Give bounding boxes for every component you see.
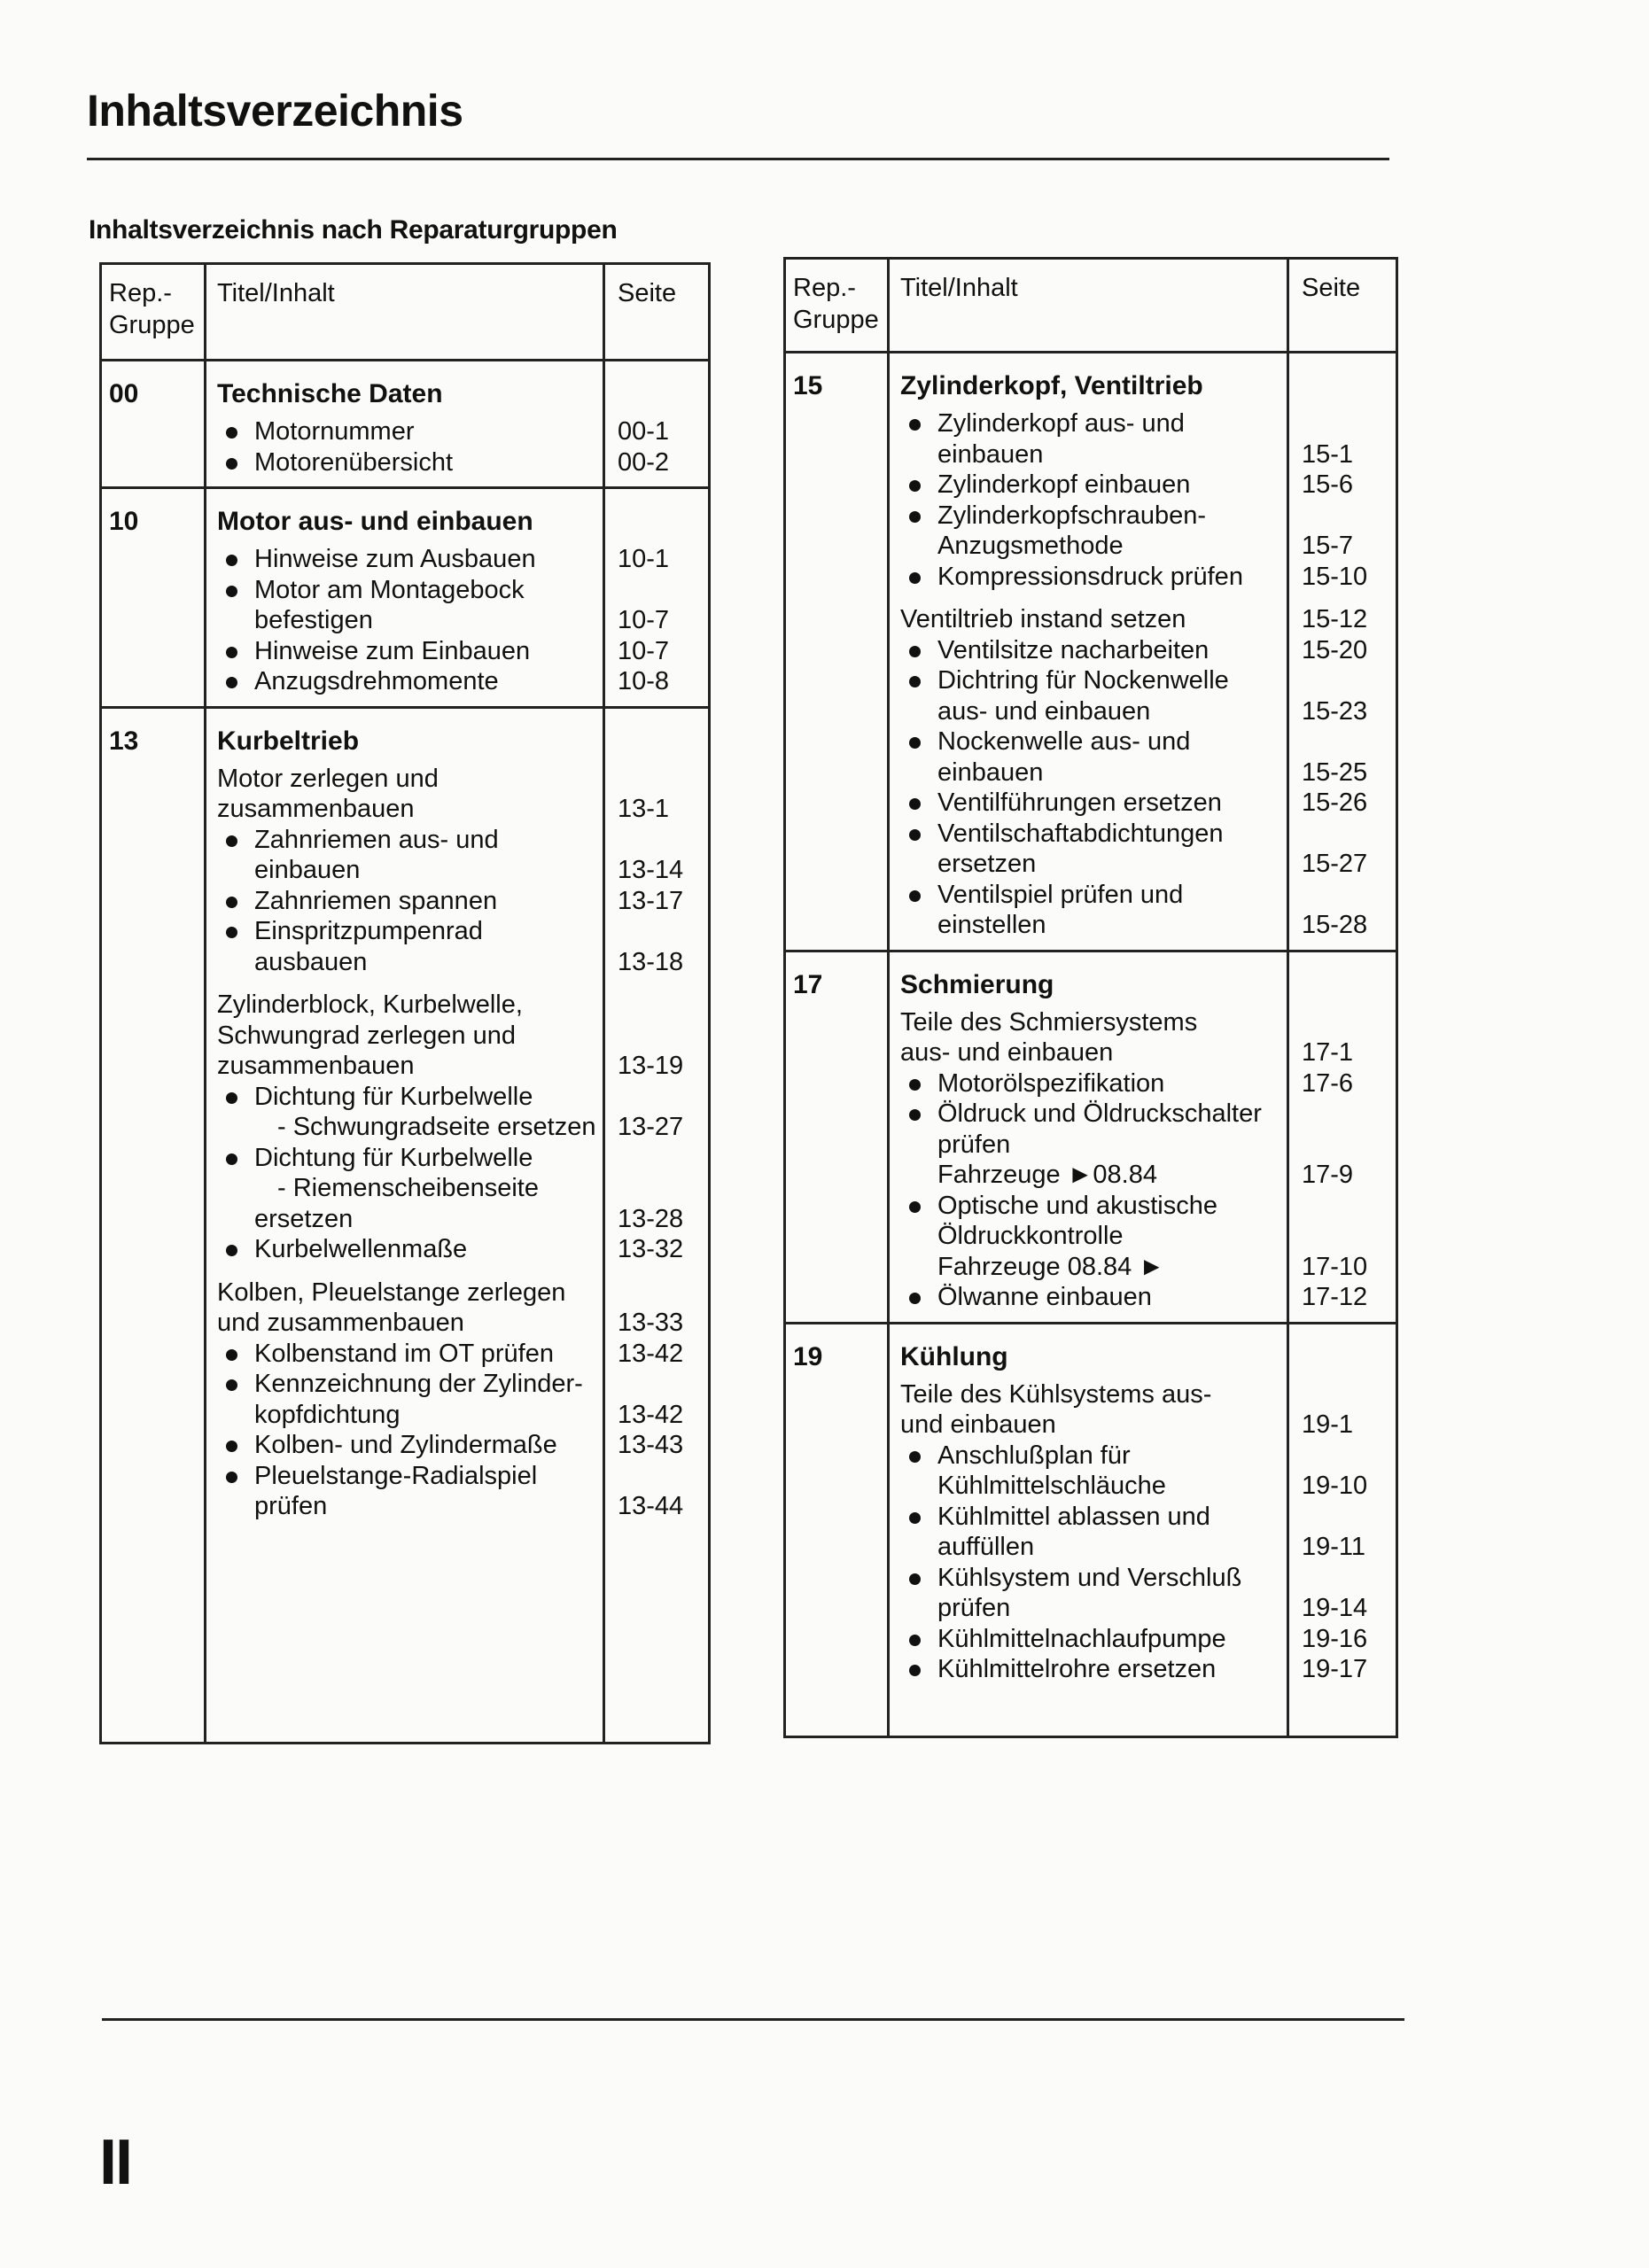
entry-page: 13-42	[618, 1339, 684, 1368]
entry-page: 10-7	[618, 606, 670, 634]
entry-text: Teile des Kühlsystems aus-	[900, 1379, 1212, 1409]
list-item	[217, 990, 603, 1021]
list-item	[900, 1410, 1287, 1441]
entry-text: Ventilschaftabdichtungen	[937, 819, 1224, 848]
header-page: Seite	[1302, 274, 1361, 302]
entry-page	[1302, 665, 1396, 696]
entry-text: Schwungrad zerlegen und	[217, 1021, 516, 1050]
list-item	[900, 501, 1287, 532]
entry-page	[1302, 1563, 1396, 1594]
list-item	[900, 1441, 1287, 1472]
entry-text: Ventiltrieb instand setzen	[900, 605, 1186, 633]
list-item	[900, 880, 1287, 911]
entry-page: 19-11	[1302, 1533, 1366, 1561]
entry-page	[618, 1082, 708, 1113]
entry-page: 13-1	[618, 795, 670, 823]
entry-text: Anzugsmethode	[937, 532, 1124, 560]
toc-section	[786, 353, 1396, 952]
entry-page: 17-1	[1302, 1038, 1354, 1067]
list-item	[217, 1051, 603, 1082]
entry-text: Zahnriemen aus- und	[254, 825, 499, 854]
list-item	[900, 1252, 1287, 1283]
page-spacer	[1302, 353, 1396, 408]
section-title: Technische Daten	[217, 379, 443, 408]
entry-text: Teile des Schmiersystems	[900, 1007, 1198, 1037]
section-content	[890, 353, 1289, 950]
list-item	[217, 1143, 603, 1174]
list-item	[900, 562, 1287, 593]
entry-text: prüfen	[254, 1492, 328, 1520]
list-item	[217, 916, 603, 947]
entry-page: 13-19	[618, 1052, 684, 1080]
entry-text: Kolben- und Zylindermaße	[254, 1431, 557, 1459]
section-title: Kurbeltrieb	[217, 726, 360, 756]
entry-page	[618, 1143, 708, 1174]
list-item	[900, 1160, 1287, 1191]
list-item	[217, 1082, 603, 1113]
entry-page: 15-26	[1302, 788, 1368, 817]
title-divider	[87, 158, 1389, 160]
entry-page: 15-10	[1302, 562, 1368, 591]
list-item	[900, 1221, 1287, 1252]
toc-section	[102, 361, 708, 489]
entry-page	[618, 1021, 708, 1052]
section-pages	[1289, 952, 1396, 1322]
entry-text: Kolben, Pleuelstange zerlegen	[217, 1278, 566, 1307]
list-item	[217, 1369, 603, 1400]
page-spacer	[1302, 952, 1396, 1007]
list-item	[900, 1379, 1287, 1410]
entry-page: 15-25	[1302, 757, 1368, 787]
entry-page: 17-10	[1302, 1252, 1368, 1281]
line-gap	[1302, 592, 1396, 604]
entry-page	[1302, 1099, 1396, 1130]
page-title: Inhaltsverzeichnis	[87, 86, 463, 136]
section-pages	[605, 709, 708, 1743]
entry-text: Kühlmittelrohre ersetzen	[937, 1655, 1217, 1683]
toc-table-left	[99, 262, 711, 1744]
line-gap	[618, 977, 708, 990]
list-item	[217, 1021, 603, 1052]
group-number: 19	[786, 1324, 890, 1736]
list-item	[217, 764, 603, 795]
entry-text: aus- und einbauen	[937, 696, 1151, 726]
line-gap	[900, 592, 1287, 604]
section-title: Kühlung	[900, 1341, 1008, 1371]
entry-page: 13-27	[618, 1113, 684, 1141]
header-group: Rep.- Gruppe	[786, 260, 890, 351]
page-spacer	[1302, 1324, 1396, 1379]
entry-page: 15-7	[1302, 532, 1354, 560]
entry-page: 13-42	[618, 1400, 684, 1429]
list-item	[217, 1112, 603, 1143]
entry-text: Motor zerlegen und	[217, 764, 439, 793]
entry-text: Kühlsystem und Verschluß	[937, 1563, 1242, 1592]
entry-text: Ventilspiel prüfen und	[937, 880, 1184, 909]
entry-text: und einbauen	[900, 1410, 1056, 1439]
entry-page	[618, 825, 708, 856]
entry-text: Anzugsdrehmomente	[254, 667, 499, 695]
list-item	[900, 1191, 1287, 1222]
list-item	[217, 1461, 603, 1492]
entry-page: 17-9	[1302, 1161, 1354, 1189]
entry-text: einbauen	[937, 757, 1044, 787]
entry-text: Kennzeichnung der Zylinder-	[254, 1370, 583, 1398]
entry-text: Kolbenstand im OT prüfen	[254, 1339, 554, 1368]
entry-page: 13-17	[618, 886, 684, 915]
group-number: 13	[102, 709, 206, 1743]
group-number: 17	[786, 952, 890, 1322]
entry-text: Motor am Montagebock	[254, 575, 525, 604]
entry-page	[1302, 819, 1396, 850]
page-spacer	[618, 709, 708, 764]
toc-section	[786, 952, 1396, 1324]
list-item	[900, 531, 1287, 562]
list-item	[217, 1204, 603, 1235]
entry-page: 10-1	[618, 545, 670, 573]
toc-section	[102, 709, 708, 1743]
entry-page	[618, 990, 708, 1021]
entry-page	[1302, 1502, 1396, 1533]
entry-text: Ventilsitze nacharbeiten	[937, 635, 1210, 664]
list-item	[900, 1471, 1287, 1502]
entry-page: 15-6	[1302, 470, 1354, 499]
list-item	[217, 1173, 603, 1204]
entry-page	[1302, 1191, 1396, 1222]
list-item	[900, 849, 1287, 880]
list-item	[900, 1037, 1287, 1068]
entry-page: 19-17	[1302, 1655, 1368, 1683]
entry-text: einstellen	[937, 911, 1046, 939]
entry-page: 15-20	[1302, 635, 1368, 664]
table-header	[102, 265, 708, 361]
group-number: 15	[786, 353, 890, 950]
entry-text: Zylinderblock, Kurbelwelle,	[217, 990, 523, 1019]
entry-text: prüfen	[937, 1594, 1011, 1622]
header-group: Rep.- Gruppe	[102, 265, 206, 359]
entry-text: Kompressionsdruck prüfen	[937, 562, 1243, 591]
entry-text: Öldruckkontrolle	[937, 1222, 1124, 1250]
entry-page: 00-1	[618, 417, 670, 446]
entry-text: prüfen	[937, 1130, 1011, 1159]
section-pages	[605, 361, 708, 486]
list-item	[900, 1532, 1287, 1563]
list-item	[900, 604, 1287, 635]
entry-page	[1302, 1441, 1396, 1472]
entry-text: Nockenwelle aus- und	[937, 727, 1191, 756]
list-item	[900, 1502, 1287, 1533]
group-number: 00	[102, 361, 206, 486]
entry-page: 19-1	[1302, 1410, 1354, 1439]
entry-page: 13-33	[618, 1309, 684, 1337]
entry-text: Einspritzpumpenrad	[254, 917, 483, 945]
entry-page: 19-10	[1302, 1472, 1368, 1500]
list-item	[217, 825, 603, 856]
entry-page: 13-18	[618, 947, 684, 976]
entry-text: einbauen	[254, 856, 361, 884]
entry-text: ausbauen	[254, 947, 368, 976]
list-item	[217, 855, 603, 886]
entry-text: - Schwungradseite ersetzen	[277, 1113, 596, 1141]
entry-text: - Riemenscheibenseite	[277, 1174, 539, 1202]
entry-text: Dichtring für Nockenwelle	[937, 666, 1229, 695]
footer-divider	[102, 2018, 1404, 2021]
entry-page	[1302, 501, 1396, 532]
entry-text: kopfdichtung	[254, 1400, 401, 1429]
list-item	[900, 1099, 1287, 1130]
section-pages	[1289, 1324, 1396, 1736]
section-title: Motor aus- und einbauen	[217, 507, 533, 536]
list-item	[900, 1654, 1287, 1685]
entry-page	[1302, 1379, 1396, 1410]
entry-text: auffüllen	[937, 1533, 1035, 1561]
entry-text: ersetzen	[937, 850, 1037, 878]
entry-page: 13-28	[618, 1204, 684, 1233]
list-item	[900, 470, 1287, 501]
entry-page: 13-43	[618, 1431, 684, 1459]
entry-page: 10-8	[618, 667, 670, 695]
entry-page	[618, 1173, 708, 1204]
entry-text: Dichtung für Kurbelwelle	[254, 1143, 533, 1172]
entry-page	[1302, 726, 1396, 757]
entry-page: 19-16	[1302, 1624, 1368, 1653]
entry-text: Dichtung für Kurbelwelle	[254, 1082, 533, 1111]
entry-text: Zylinderkopf einbauen	[937, 470, 1191, 499]
list-item	[217, 666, 603, 697]
list-item	[217, 575, 603, 606]
entry-page: 15-28	[1302, 911, 1368, 939]
section-content	[890, 952, 1289, 1322]
section-content	[890, 1324, 1289, 1736]
list-item	[217, 886, 603, 917]
header-page: Seite	[618, 279, 677, 307]
entry-text: Pleuelstange-Radialspiel	[254, 1461, 538, 1490]
list-item	[900, 788, 1287, 819]
section-content	[206, 489, 605, 706]
entry-page: 13-44	[618, 1492, 684, 1520]
entry-text: befestigen	[254, 606, 373, 634]
list-item	[900, 910, 1287, 941]
entry-text: Fahrzeuge ►08.84	[937, 1161, 1157, 1189]
toc-section	[102, 489, 708, 709]
group-number: 10	[102, 489, 206, 706]
entry-text: zusammenbauen	[217, 1052, 415, 1080]
list-item	[217, 447, 603, 478]
list-item	[900, 1624, 1287, 1655]
list-item	[217, 636, 603, 667]
entry-text: Zylinderkopfschrauben-	[937, 501, 1207, 530]
list-item	[217, 1430, 603, 1461]
list-item	[900, 726, 1287, 757]
entry-text: einbauen	[937, 439, 1044, 469]
list-item	[900, 819, 1287, 850]
section-pages	[1289, 353, 1396, 950]
entry-page	[1302, 1221, 1396, 1252]
entry-text: Zahnriemen spannen	[254, 886, 498, 915]
entry-text: Kühlmittel ablassen und	[937, 1502, 1210, 1531]
entry-text: Optische und akustische	[937, 1191, 1217, 1220]
line-gap	[618, 1265, 708, 1278]
entry-page: 13-32	[618, 1235, 684, 1263]
entry-text: Kurbelwellenmaße	[254, 1235, 468, 1263]
list-item	[217, 1491, 603, 1522]
header-title: Titel/Inhalt	[890, 260, 1289, 351]
list-item	[900, 408, 1287, 439]
entry-page: 17-12	[1302, 1283, 1368, 1311]
entry-page: 00-2	[618, 447, 670, 477]
section-pages	[605, 489, 708, 706]
section-content	[206, 709, 605, 1743]
page-spacer	[618, 489, 708, 544]
entry-page	[618, 764, 708, 795]
list-item	[900, 635, 1287, 666]
section-title: Schmierung	[900, 969, 1054, 999]
entry-page: 17-6	[1302, 1068, 1354, 1098]
entry-page	[1302, 880, 1396, 911]
entry-page	[618, 916, 708, 947]
entry-text: Zylinderkopf aus- und	[937, 409, 1185, 438]
list-item	[900, 1593, 1287, 1624]
entry-page: 10-7	[618, 636, 670, 665]
header-title: Titel/Inhalt	[206, 265, 605, 359]
entry-text: ersetzen	[254, 1204, 354, 1233]
entry-page	[1302, 1007, 1396, 1038]
entry-page: 15-1	[1302, 439, 1354, 469]
entry-text: und zusammenbauen	[217, 1309, 464, 1337]
list-item	[900, 1068, 1287, 1099]
list-item	[217, 544, 603, 575]
entry-text: Kühlmittelnachlaufpumpe	[937, 1624, 1226, 1653]
list-item	[217, 947, 603, 978]
entry-page	[1302, 408, 1396, 439]
entry-text: Kühlmittelschläuche	[937, 1472, 1166, 1500]
toc-table-right	[783, 257, 1398, 1738]
entry-text: Ölwanne einbauen	[937, 1283, 1152, 1311]
list-item	[900, 1007, 1287, 1038]
table-header	[786, 260, 1396, 353]
list-item	[217, 1339, 603, 1370]
entry-text: Motorenübersicht	[254, 447, 454, 477]
entry-text: Anschlußplan für	[937, 1441, 1131, 1470]
entry-page: 15-27	[1302, 850, 1368, 878]
section-content	[206, 361, 605, 486]
line-gap	[217, 977, 603, 990]
list-item	[217, 1308, 603, 1339]
entry-text: Ventilführungen ersetzen	[937, 788, 1222, 817]
entry-text: Fahrzeuge 08.84 ►	[937, 1252, 1165, 1281]
list-item	[900, 665, 1287, 696]
list-item	[217, 1234, 603, 1265]
list-item	[900, 439, 1287, 470]
entry-page: 15-12	[1302, 605, 1368, 633]
toc-section	[786, 1324, 1396, 1736]
page-number: II	[99, 2127, 132, 2198]
list-item	[900, 1563, 1287, 1594]
list-item	[217, 605, 603, 636]
entry-page: 13-14	[618, 856, 684, 884]
entry-page: 19-14	[1302, 1594, 1368, 1622]
list-item	[217, 794, 603, 825]
entry-text: aus- und einbauen	[900, 1038, 1114, 1067]
line-gap	[217, 1265, 603, 1278]
entry-text: Hinweise zum Ausbauen	[254, 545, 536, 573]
section-subtitle: Inhaltsverzeichnis nach Reparaturgruppen	[89, 215, 618, 245]
list-item	[900, 1282, 1287, 1313]
entry-page	[1302, 1130, 1396, 1161]
entry-page	[618, 1278, 708, 1309]
entry-page	[618, 1369, 708, 1400]
entry-text: Motornummer	[254, 417, 415, 446]
entry-page	[618, 575, 708, 606]
entry-page	[618, 1461, 708, 1492]
list-item	[900, 757, 1287, 788]
list-item	[217, 1400, 603, 1431]
entry-text: Öldruck und Öldruckschalter	[937, 1099, 1262, 1128]
entry-text: Motorölspezifikation	[937, 1068, 1165, 1098]
list-item	[217, 416, 603, 447]
list-item	[900, 696, 1287, 727]
entry-page: 15-23	[1302, 696, 1368, 726]
section-title: Zylinderkopf, Ventiltrieb	[900, 371, 1203, 400]
page-spacer	[618, 361, 708, 416]
entry-text: Hinweise zum Einbauen	[254, 636, 531, 665]
list-item	[217, 1278, 603, 1309]
list-item	[900, 1130, 1287, 1161]
entry-text: zusammenbauen	[217, 795, 415, 823]
